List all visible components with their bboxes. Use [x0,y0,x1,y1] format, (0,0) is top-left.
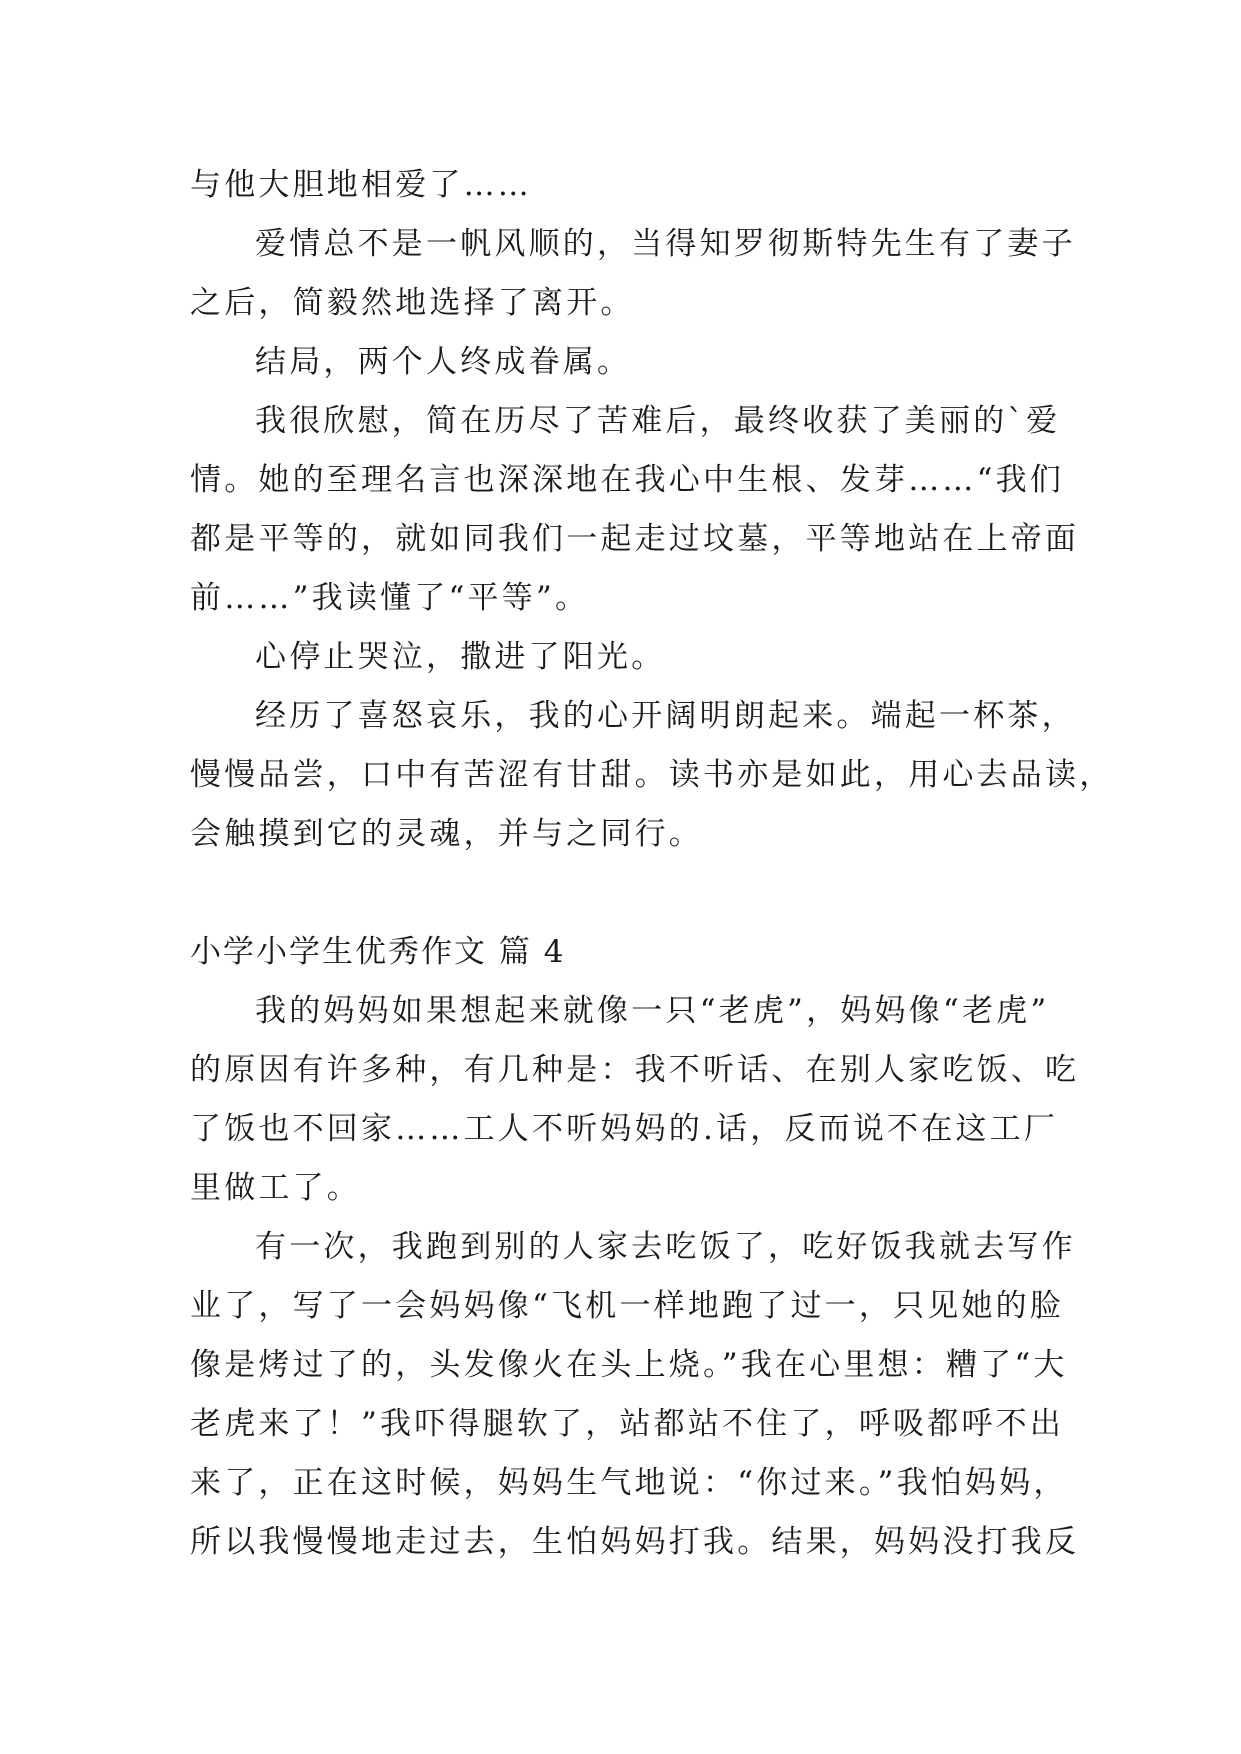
text-line: 里做工了。 [190,1170,361,1206]
text-line: 有一次，我跑到别的人家去吃饭了，吃好饭我就去写作 [255,1229,1076,1265]
text-line: 情。她的至理名言也深深地在我心中生根、发芽……“我们 [190,462,1065,498]
text-line: 都是平等的，就如同我们一起走过坟墓，平等地站在上帝面 [190,521,1080,557]
text-line: 与他大胆地相爱了…… [190,167,532,203]
text-line: 会触摸到它的灵魂，并与之同行。 [190,816,703,852]
text-line: 的原因有许多种，有几种是：我不听话、在别人家吃饭、吃 [190,1052,1080,1088]
text-line: 业了，写了一会妈妈像“飞机一样地跑了过一，只见她的脸 [190,1288,1065,1324]
text-line: 像是烤过了的，头发像火在头上烧。”我在心里想：糟了“大 [190,1347,1068,1383]
section-heading: 小学小学生优秀作文 篇 4 [190,934,566,970]
text-line: 结局，两个人终成眷属。 [255,344,632,380]
text-line: 所以我慢慢地走过去，生怕妈妈打我。结果，妈妈没打我反 [190,1524,1080,1560]
text-line: 心停止哭泣，撒进了阳光。 [255,639,666,675]
text-line: 之后，简毅然地选择了离开。 [190,285,635,321]
text-line: 了饭也不回家……工人不听妈妈的.话，反而说不在这工厂 [190,1111,1059,1147]
text-line: 我很欣慰，简在历尽了苦难后，最终收获了美丽的`爱 [255,403,1061,439]
text-line: 我的妈妈如果想起来就像一只“老虎”，妈妈像“老虎” [255,993,1050,1029]
text-line: 爱情总不是一帆风顺的，当得知罗彻斯特先生有了妻子 [255,226,1076,262]
text-line: 经历了喜怒哀乐，我的心开阔明朗起来。端起一杯茶， [255,698,1076,734]
text-line: 来了，正在这时候，妈妈生气地说：“你过来。”我怕妈妈， [190,1465,1068,1501]
text-line: 前……”我读懂了“平等”。 [190,580,590,616]
text-line: 老虎来了！”我吓得腿软了，站都站不住了，呼吸都呼不出 [190,1406,1065,1442]
text-line: 慢慢品尝，口中有苦涩有甘甜。读书亦是如此，用心去品读， [190,757,1114,793]
